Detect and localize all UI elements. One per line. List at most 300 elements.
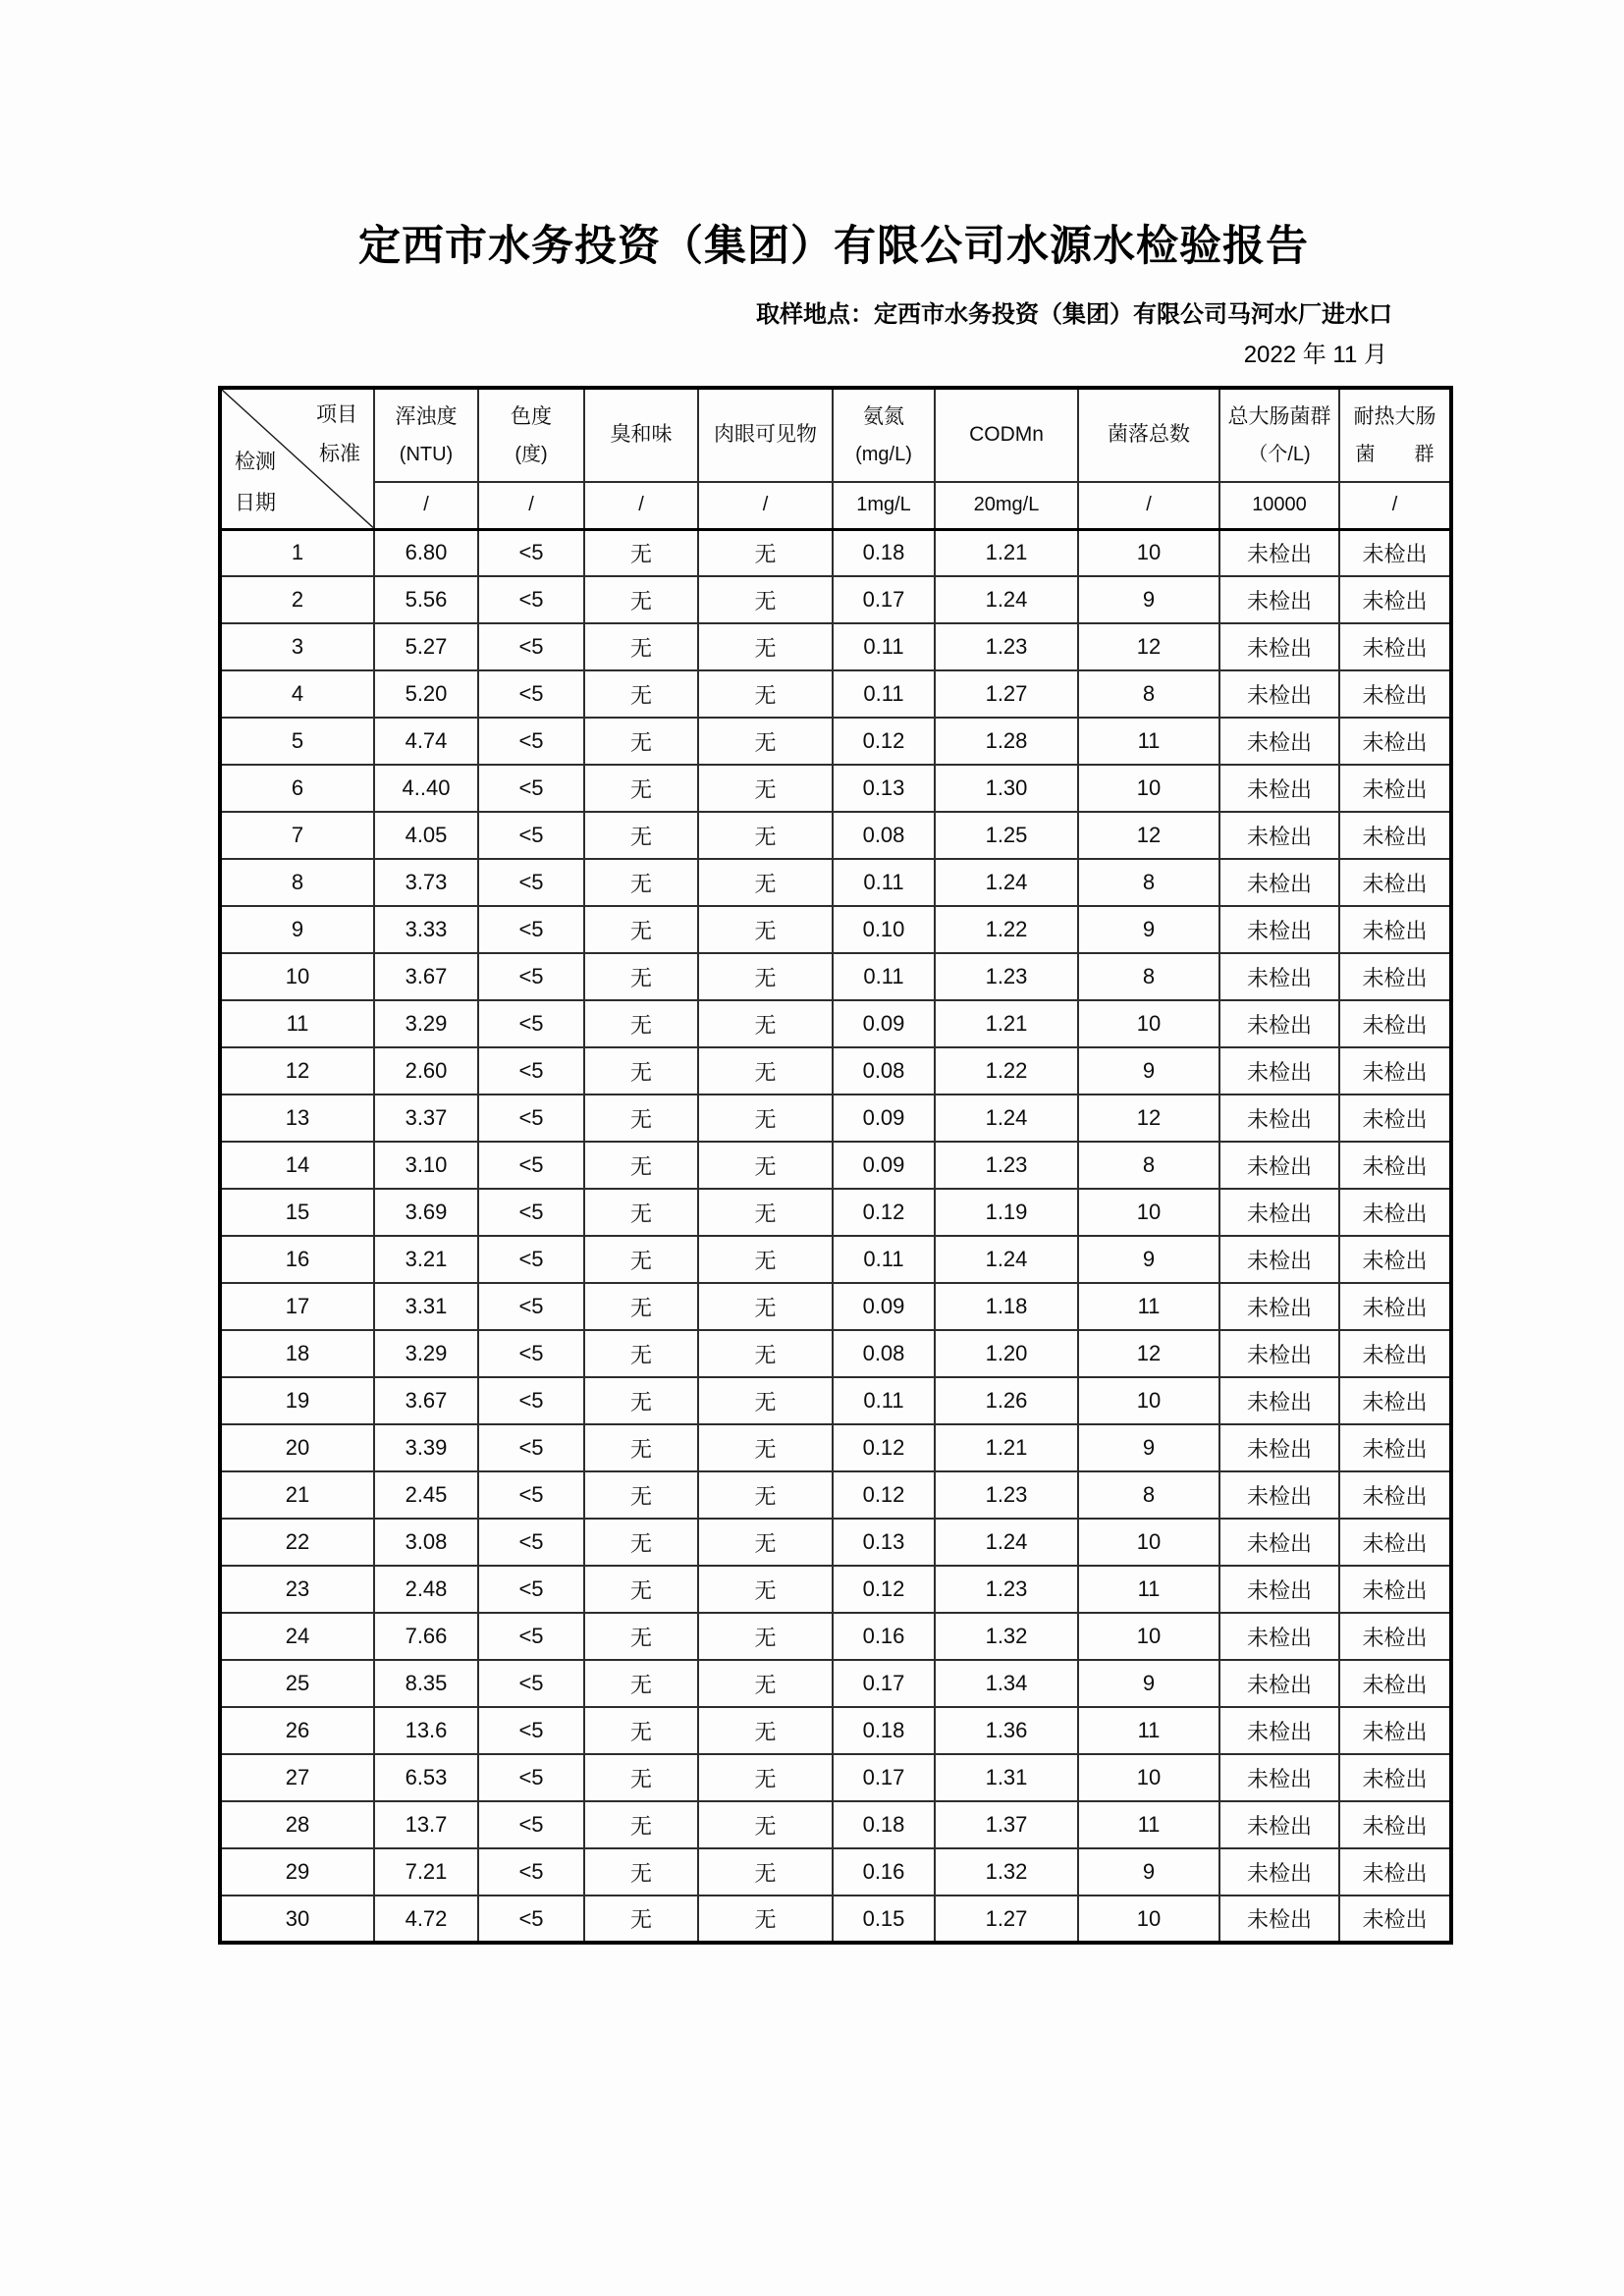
value-cell: <5	[478, 1142, 584, 1189]
data-row	[220, 1848, 1451, 1896]
value-cell: 8	[1078, 859, 1219, 906]
column-sublabel: (NTU)	[399, 444, 454, 466]
value-cell: 无	[584, 1848, 698, 1896]
column-sublabel: 菌 群	[1355, 444, 1435, 466]
value-cell: 未检出	[1339, 953, 1451, 1000]
value-cell: 未检出	[1339, 906, 1451, 953]
value-cell: 1.18	[935, 1283, 1078, 1330]
value-cell: 8	[1078, 953, 1219, 1000]
value-cell: 未检出	[1339, 1095, 1451, 1142]
value-cell: 8.35	[374, 1660, 478, 1707]
value-cell: <5	[478, 1613, 584, 1660]
column-sublabel: (mg/L)	[855, 444, 912, 466]
value-cell: 0.12	[833, 1471, 935, 1519]
value-cell: 1.24	[935, 1095, 1078, 1142]
value-cell: 未检出	[1339, 1896, 1451, 1943]
value-cell: 10	[1078, 1754, 1219, 1801]
value-cell: 0.17	[833, 576, 935, 623]
value-cell: 1.37	[935, 1801, 1078, 1848]
column-label: 总大肠菌群	[1227, 404, 1331, 428]
value-cell: 未检出	[1339, 1848, 1451, 1896]
value-cell: 未检出	[1339, 1471, 1451, 1519]
column-label: CODMn	[969, 423, 1044, 447]
value-cell: 无	[698, 1896, 833, 1943]
day-cell: 6	[220, 765, 374, 812]
data-row	[220, 1000, 1451, 1047]
value-cell: 无	[584, 1613, 698, 1660]
day-cell: 19	[220, 1377, 374, 1424]
corner-label-test: 检测	[235, 451, 276, 473]
value-cell: 1.23	[935, 1471, 1078, 1519]
value-cell: 1.32	[935, 1613, 1078, 1660]
value-cell: 无	[698, 859, 833, 906]
value-cell: <5	[478, 1330, 584, 1377]
day-cell: 8	[220, 859, 374, 906]
column-header-2	[478, 388, 584, 482]
value-cell: <5	[478, 1283, 584, 1330]
data-row	[220, 670, 1451, 718]
day-cell: 4	[220, 670, 374, 718]
standard-value-1: /	[374, 482, 478, 529]
value-cell: 3.67	[374, 1377, 478, 1424]
standard-value-2: /	[478, 482, 584, 529]
value-cell: 未检出	[1339, 1189, 1451, 1236]
value-cell: 无	[584, 953, 698, 1000]
column-label: 菌落总数	[1108, 423, 1190, 447]
day-cell: 9	[220, 906, 374, 953]
value-cell: 0.09	[833, 1095, 935, 1142]
value-cell: 1.23	[935, 1142, 1078, 1189]
value-cell: 10	[1078, 1519, 1219, 1566]
column-header-1	[374, 388, 478, 482]
value-cell: 无	[584, 765, 698, 812]
value-cell: 9	[1078, 576, 1219, 623]
data-row	[220, 1801, 1451, 1848]
value-cell: 1.20	[935, 1330, 1078, 1377]
value-cell: 3.10	[374, 1142, 478, 1189]
value-cell: 0.11	[833, 1236, 935, 1283]
standard-value-9: /	[1339, 482, 1451, 529]
data-row	[220, 765, 1451, 812]
column-header-8	[1219, 388, 1339, 482]
value-cell: 10	[1078, 1377, 1219, 1424]
value-cell: 无	[698, 1707, 833, 1754]
value-cell: 4.05	[374, 812, 478, 859]
value-cell: 无	[698, 1424, 833, 1471]
value-cell: 未检出	[1219, 1142, 1339, 1189]
day-cell: 10	[220, 953, 374, 1000]
header-row	[220, 388, 1451, 482]
day-cell: 7	[220, 812, 374, 859]
value-cell: <5	[478, 1000, 584, 1047]
value-cell: 未检出	[1219, 859, 1339, 906]
value-cell: 9	[1078, 1848, 1219, 1896]
value-cell: 未检出	[1339, 859, 1451, 906]
value-cell: 未检出	[1219, 1801, 1339, 1848]
value-cell: 11	[1078, 1707, 1219, 1754]
value-cell: 12	[1078, 1330, 1219, 1377]
value-cell: 6.53	[374, 1754, 478, 1801]
value-cell: 0.12	[833, 718, 935, 765]
value-cell: <5	[478, 1519, 584, 1566]
value-cell: 无	[584, 1519, 698, 1566]
data-row	[220, 1283, 1451, 1330]
value-cell: 无	[584, 1707, 698, 1754]
value-cell: 4.72	[374, 1896, 478, 1943]
column-header-6	[935, 388, 1078, 482]
value-cell: <5	[478, 1236, 584, 1283]
value-cell: 3.67	[374, 953, 478, 1000]
column-header-9	[1339, 388, 1451, 482]
day-cell: 11	[220, 1000, 374, 1047]
standard-value-3: /	[584, 482, 698, 529]
value-cell: 未检出	[1219, 906, 1339, 953]
value-cell: 无	[584, 1660, 698, 1707]
value-cell: 0.18	[833, 1707, 935, 1754]
value-cell: 6.80	[374, 529, 478, 576]
value-cell: 未检出	[1219, 1471, 1339, 1519]
value-cell: 无	[584, 1236, 698, 1283]
column-header-5	[833, 388, 935, 482]
data-row	[220, 1095, 1451, 1142]
value-cell: 3.29	[374, 1330, 478, 1377]
column-header-3	[584, 388, 698, 482]
value-cell: 0.09	[833, 1283, 935, 1330]
day-cell: 20	[220, 1424, 374, 1471]
value-cell: 1.30	[935, 765, 1078, 812]
value-cell: 1.21	[935, 1424, 1078, 1471]
value-cell: 4..40	[374, 765, 478, 812]
value-cell: 13.6	[374, 1707, 478, 1754]
value-cell: 11	[1078, 1283, 1219, 1330]
report-title: 定西市水务投资（集团）有限公司水源水检验报告	[358, 223, 1309, 270]
value-cell: 2.48	[374, 1566, 478, 1613]
data-row	[220, 1707, 1451, 1754]
value-cell: 未检出	[1339, 1660, 1451, 1707]
value-cell: 无	[584, 1189, 698, 1236]
value-cell: 无	[584, 1330, 698, 1377]
standard-value-4: /	[698, 482, 833, 529]
value-cell: 未检出	[1339, 576, 1451, 623]
value-cell: 11	[1078, 718, 1219, 765]
value-cell: 无	[698, 1142, 833, 1189]
value-cell: 10	[1078, 1189, 1219, 1236]
value-cell: 0.11	[833, 953, 935, 1000]
value-cell: <5	[478, 1801, 584, 1848]
data-row	[220, 1377, 1451, 1424]
value-cell: 0.11	[833, 670, 935, 718]
value-cell: 10	[1078, 1613, 1219, 1660]
value-cell: 1.31	[935, 1754, 1078, 1801]
value-cell: 9	[1078, 1236, 1219, 1283]
column-label: 臭和味	[610, 423, 673, 447]
value-cell: 1.23	[935, 953, 1078, 1000]
value-cell: 无	[698, 953, 833, 1000]
value-cell: 未检出	[1219, 1283, 1339, 1330]
data-row	[220, 906, 1451, 953]
value-cell: 9	[1078, 1660, 1219, 1707]
value-cell: 1.22	[935, 906, 1078, 953]
value-cell: 无	[584, 718, 698, 765]
value-cell: 未检出	[1219, 670, 1339, 718]
value-cell: 2.45	[374, 1471, 478, 1519]
value-cell: 无	[698, 1330, 833, 1377]
value-cell: 13.7	[374, 1801, 478, 1848]
value-cell: <5	[478, 1754, 584, 1801]
value-cell: 未检出	[1219, 576, 1339, 623]
value-cell: 3.08	[374, 1519, 478, 1566]
value-cell: 0.18	[833, 529, 935, 576]
value-cell: 无	[698, 1000, 833, 1047]
data-row	[220, 1566, 1451, 1613]
value-cell: 未检出	[1339, 1377, 1451, 1424]
value-cell: 10	[1078, 765, 1219, 812]
data-row	[220, 529, 1451, 576]
value-cell: 未检出	[1219, 1707, 1339, 1754]
value-cell: 9	[1078, 906, 1219, 953]
value-cell: 未检出	[1219, 1896, 1339, 1943]
standard-value-7: /	[1078, 482, 1219, 529]
value-cell: 未检出	[1339, 1519, 1451, 1566]
value-cell: 11	[1078, 1566, 1219, 1613]
value-cell: 8	[1078, 1471, 1219, 1519]
day-cell: 2	[220, 576, 374, 623]
value-cell: 未检出	[1339, 529, 1451, 576]
value-cell: 1.27	[935, 1896, 1078, 1943]
value-cell: 无	[698, 1283, 833, 1330]
day-cell: 30	[220, 1896, 374, 1943]
value-cell: 0.10	[833, 906, 935, 953]
standard-value-6: 20mg/L	[935, 482, 1078, 529]
value-cell: 未检出	[1219, 529, 1339, 576]
water-quality-table	[218, 386, 1453, 1945]
value-cell: 1.21	[935, 529, 1078, 576]
day-cell: 24	[220, 1613, 374, 1660]
sampling-location: 取样地点：定西市水务投资（集团）有限公司马河水厂进水口	[756, 301, 1392, 328]
value-cell: 12	[1078, 812, 1219, 859]
column-label: 氨氮	[863, 404, 904, 428]
value-cell: 无	[698, 1377, 833, 1424]
value-cell: 未检出	[1219, 765, 1339, 812]
value-cell: 1.36	[935, 1707, 1078, 1754]
value-cell: 9	[1078, 1424, 1219, 1471]
value-cell: 无	[584, 1754, 698, 1801]
value-cell: 未检出	[1219, 812, 1339, 859]
data-row	[220, 576, 1451, 623]
value-cell: 无	[584, 1424, 698, 1471]
value-cell: 无	[698, 812, 833, 859]
column-sublabel: （个/L)	[1248, 444, 1311, 466]
value-cell: 无	[698, 670, 833, 718]
day-cell: 12	[220, 1047, 374, 1095]
day-cell: 15	[220, 1189, 374, 1236]
value-cell: <5	[478, 1189, 584, 1236]
value-cell: <5	[478, 1377, 584, 1424]
column-label: 耐热大肠	[1353, 404, 1436, 428]
value-cell: 无	[698, 1189, 833, 1236]
value-cell: 无	[698, 1519, 833, 1566]
value-cell: 无	[584, 1471, 698, 1519]
value-cell: 0.08	[833, 1047, 935, 1095]
value-cell: 无	[698, 529, 833, 576]
value-cell: 未检出	[1339, 1801, 1451, 1848]
day-cell: 16	[220, 1236, 374, 1283]
value-cell: 未检出	[1219, 1613, 1339, 1660]
data-row	[220, 859, 1451, 906]
value-cell: <5	[478, 670, 584, 718]
day-cell: 5	[220, 718, 374, 765]
corner-label-item: 项目	[316, 403, 357, 426]
value-cell: 无	[698, 576, 833, 623]
value-cell: 0.16	[833, 1848, 935, 1896]
value-cell: 12	[1078, 1095, 1219, 1142]
value-cell: 3.29	[374, 1000, 478, 1047]
value-cell: 未检出	[1339, 1424, 1451, 1471]
data-row	[220, 1330, 1451, 1377]
data-row	[220, 623, 1451, 670]
corner-label-standard: 标准	[319, 443, 360, 465]
value-cell: 未检出	[1219, 1424, 1339, 1471]
value-cell: 无	[584, 1000, 698, 1047]
value-cell: 1.27	[935, 670, 1078, 718]
value-cell: <5	[478, 906, 584, 953]
value-cell: <5	[478, 1047, 584, 1095]
value-cell: <5	[478, 859, 584, 906]
value-cell: 0.12	[833, 1189, 935, 1236]
value-cell: <5	[478, 576, 584, 623]
report-date: 2022 年 11 月	[1243, 342, 1387, 368]
value-cell: 0.09	[833, 1142, 935, 1189]
day-cell: 22	[220, 1519, 374, 1566]
value-cell: 未检出	[1219, 1377, 1339, 1424]
value-cell: 3.21	[374, 1236, 478, 1283]
value-cell: <5	[478, 953, 584, 1000]
value-cell: 无	[584, 529, 698, 576]
value-cell: 未检出	[1339, 1566, 1451, 1613]
value-cell: 0.17	[833, 1754, 935, 1801]
value-cell: 未检出	[1339, 1047, 1451, 1095]
value-cell: <5	[478, 765, 584, 812]
value-cell: 无	[698, 1613, 833, 1660]
value-cell: 3.31	[374, 1283, 478, 1330]
value-cell: 未检出	[1219, 718, 1339, 765]
day-cell: 26	[220, 1707, 374, 1754]
value-cell: 未检出	[1219, 953, 1339, 1000]
value-cell: 1.22	[935, 1047, 1078, 1095]
value-cell: 1.19	[935, 1189, 1078, 1236]
value-cell: 0.11	[833, 1377, 935, 1424]
value-cell: 未检出	[1339, 1236, 1451, 1283]
day-cell: 28	[220, 1801, 374, 1848]
standard-row	[220, 482, 1451, 529]
value-cell: 1.26	[935, 1377, 1078, 1424]
value-cell: 3.69	[374, 1189, 478, 1236]
day-cell: 18	[220, 1330, 374, 1377]
value-cell: <5	[478, 718, 584, 765]
value-cell: 无	[698, 1047, 833, 1095]
value-cell: 0.08	[833, 1330, 935, 1377]
value-cell: 未检出	[1219, 1095, 1339, 1142]
value-cell: <5	[478, 1848, 584, 1896]
value-cell: 0.11	[833, 623, 935, 670]
value-cell: <5	[478, 529, 584, 576]
value-cell: 1.24	[935, 859, 1078, 906]
value-cell: 2.60	[374, 1047, 478, 1095]
value-cell: 0.13	[833, 765, 935, 812]
value-cell: 未检出	[1219, 1660, 1339, 1707]
value-cell: 0.13	[833, 1519, 935, 1566]
value-cell: 1.32	[935, 1848, 1078, 1896]
data-row	[220, 1047, 1451, 1095]
value-cell: 无	[584, 576, 698, 623]
column-header-4	[698, 388, 833, 482]
value-cell: 10	[1078, 529, 1219, 576]
value-cell: 未检出	[1219, 1189, 1339, 1236]
value-cell: <5	[478, 1896, 584, 1943]
value-cell: 5.27	[374, 623, 478, 670]
value-cell: 无	[698, 718, 833, 765]
value-cell: 0.17	[833, 1660, 935, 1707]
corner-header-cell	[220, 388, 374, 529]
day-cell: 13	[220, 1095, 374, 1142]
value-cell: 未检出	[1339, 623, 1451, 670]
value-cell: 0.12	[833, 1566, 935, 1613]
value-cell: <5	[478, 1095, 584, 1142]
value-cell: 未检出	[1339, 1000, 1451, 1047]
value-cell: 0.08	[833, 812, 935, 859]
table-body	[220, 529, 1451, 1943]
value-cell: 3.39	[374, 1424, 478, 1471]
value-cell: 未检出	[1339, 1142, 1451, 1189]
value-cell: 8	[1078, 1142, 1219, 1189]
day-cell: 3	[220, 623, 374, 670]
value-cell: 无	[698, 1095, 833, 1142]
day-cell: 1	[220, 529, 374, 576]
value-cell: 无	[584, 670, 698, 718]
value-cell: 5.20	[374, 670, 478, 718]
value-cell: 10	[1078, 1896, 1219, 1943]
value-cell: 未检出	[1339, 1330, 1451, 1377]
value-cell: 未检出	[1219, 1047, 1339, 1095]
value-cell: 未检出	[1339, 812, 1451, 859]
value-cell: 1.24	[935, 1236, 1078, 1283]
value-cell: 未检出	[1219, 1848, 1339, 1896]
data-row	[220, 812, 1451, 859]
value-cell: 5.56	[374, 576, 478, 623]
value-cell: 1.28	[935, 718, 1078, 765]
standard-value-8: 10000	[1219, 482, 1339, 529]
day-cell: 25	[220, 1660, 374, 1707]
data-row	[220, 718, 1451, 765]
value-cell: 无	[584, 1896, 698, 1943]
value-cell: 0.18	[833, 1801, 935, 1848]
value-cell: 1.23	[935, 623, 1078, 670]
day-cell: 21	[220, 1471, 374, 1519]
corner-label-date: 日期	[235, 492, 276, 514]
value-cell: 3.33	[374, 906, 478, 953]
value-cell: 1.24	[935, 1519, 1078, 1566]
data-row	[220, 1896, 1451, 1943]
data-row	[220, 1236, 1451, 1283]
data-row	[220, 953, 1451, 1000]
value-cell: 无	[698, 1566, 833, 1613]
data-row	[220, 1424, 1451, 1471]
value-cell: 未检出	[1219, 1519, 1339, 1566]
value-cell: 无	[584, 623, 698, 670]
value-cell: 1.23	[935, 1566, 1078, 1613]
value-cell: 3.73	[374, 859, 478, 906]
value-cell: <5	[478, 1424, 584, 1471]
